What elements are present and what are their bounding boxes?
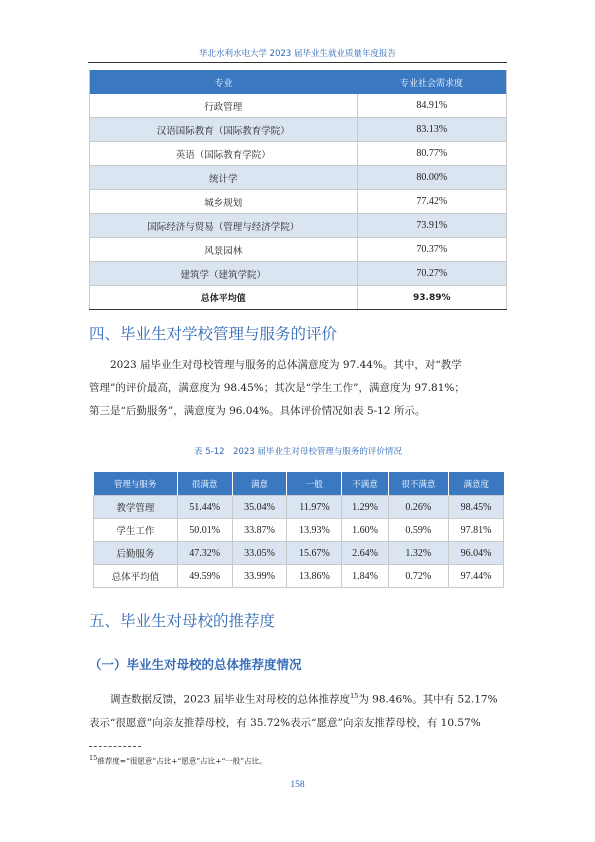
footnote-text: 推荐度=“很愿意”占比+“愿意”占比+“一般”占比。 <box>97 756 267 766</box>
subsection-heading: （一）毕业生对母校的总体推荐度情况 <box>89 657 302 672</box>
demand-cell: 84.91% <box>357 94 507 118</box>
column-header: 一般 <box>287 472 342 496</box>
table-row <box>90 94 507 118</box>
demand-cell: 73.91% <box>357 214 507 238</box>
table-row <box>94 496 504 519</box>
table-cell: 33.05% <box>232 542 287 565</box>
table-cell: 1.84% <box>342 565 388 588</box>
table-row <box>94 519 504 542</box>
table-row <box>90 214 507 238</box>
table-row <box>90 238 507 262</box>
column-header-demand: 专业社会需求度 <box>357 70 507 94</box>
demand-cell: 83.13% <box>357 118 507 142</box>
table-row <box>90 142 507 166</box>
page-header: 华北水利水电大学 2023 届毕业生就业质量年度报告 <box>198 49 397 59</box>
section-4-paragraph <box>89 354 507 423</box>
service-evaluation-table <box>93 472 504 588</box>
table-row <box>90 190 507 214</box>
paragraph-line: 管理”的评价最高，满意度为 98.45%；其次是“学生工作”，满意度为 97.81%； <box>89 382 465 394</box>
demand-cell: 80.00% <box>357 166 507 190</box>
table-cell: 33.87% <box>232 519 287 542</box>
demand-cell: 80.77% <box>357 142 507 166</box>
table-caption: 表 5-12 2023 届毕业生对母校管理与服务的评价情况 <box>194 447 402 457</box>
column-header: 很满意 <box>177 472 232 496</box>
table-cell: 49.59% <box>177 565 232 588</box>
table-cell: 13.93% <box>287 519 342 542</box>
table-header-row <box>90 70 507 94</box>
demand-cell: 70.37% <box>357 238 507 262</box>
column-header: 很不满意 <box>388 472 448 496</box>
table-cell: 0.59% <box>388 519 448 542</box>
column-header: 满意 <box>232 472 287 496</box>
table-row <box>94 565 504 588</box>
row-label-cell: 总体平均值 <box>94 565 178 588</box>
paragraph-text: 为 98.46%。其中有 52.17% <box>358 693 498 706</box>
paragraph-line <box>89 685 507 712</box>
row-label-cell: 学生工作 <box>94 519 178 542</box>
table-cell: 98.45% <box>449 496 504 519</box>
table-row <box>90 166 507 190</box>
table-cell: 50.01% <box>177 519 232 542</box>
table-cell: 33.99% <box>232 565 287 588</box>
section-5-heading: 五、毕业生对母校的推荐度 <box>89 612 276 630</box>
table-cell: 35.04% <box>232 496 287 519</box>
major-cell: 国际经济与贸易（管理与经济学院） <box>90 214 358 238</box>
table-cell: 51.44% <box>177 496 232 519</box>
column-header-major: 专业 <box>90 70 358 94</box>
paragraph-text: 调查数据反馈，2023 届毕业生对母校的总体推荐度 <box>110 693 351 706</box>
header-rule <box>88 62 507 63</box>
major-cell: 统计学 <box>90 166 358 190</box>
column-header: 满意度 <box>449 472 504 496</box>
section-5-paragraph <box>89 685 507 735</box>
total-row <box>90 286 507 310</box>
major-cell: 建筑学（建筑学院） <box>90 262 358 286</box>
table-cell: 13.86% <box>287 565 342 588</box>
table-cell: 1.29% <box>342 496 388 519</box>
row-label-cell: 教学管理 <box>94 496 178 519</box>
total-label: 总体平均值 <box>90 286 358 310</box>
table-header-row <box>94 472 504 496</box>
major-cell: 城乡规划 <box>90 190 358 214</box>
major-cell: 风景园林 <box>90 238 358 262</box>
table-cell: 96.04% <box>449 542 504 565</box>
table-cell: 0.72% <box>388 565 448 588</box>
footnote <box>89 754 267 767</box>
paragraph-line: 表示“很愿意”向亲友推荐母校，有 35.72%表示“愿意”向亲友推荐母校，有 10.57% <box>89 716 481 729</box>
major-cell: 英语（国际教育学院） <box>90 142 358 166</box>
demand-cell: 70.27% <box>357 262 507 286</box>
table-cell: 0.26% <box>388 496 448 519</box>
table-cell: 1.60% <box>342 519 388 542</box>
table-cell: 15.67% <box>287 542 342 565</box>
row-label-cell: 后勤服务 <box>94 542 178 565</box>
paragraph-line: 第三是“后勤服务”，满意度为 96.04%。具体评价情况如表 5-12 所示。 <box>89 405 426 417</box>
demand-cell: 77.42% <box>357 190 507 214</box>
section-4-heading: 四、毕业生对学校管理与服务的评价 <box>89 325 338 343</box>
table-row <box>90 262 507 286</box>
table-cell: 2.64% <box>342 542 388 565</box>
table-cell: 97.44% <box>449 565 504 588</box>
footnote-separator <box>89 746 141 747</box>
page-number: 158 <box>290 780 305 790</box>
table-cell: 47.32% <box>177 542 232 565</box>
major-cell: 汉语国际教育（国际教育学院） <box>90 118 358 142</box>
table-cell: 1.32% <box>388 542 448 565</box>
footnote-reference[interactable]: 15 <box>350 692 359 700</box>
paragraph-line: 2023 届毕业生对母校管理与服务的总体满意度为 97.44%。其中，对“教学 <box>110 359 462 371</box>
major-cell: 行政管理 <box>90 94 358 118</box>
table-cell: 97.81% <box>449 519 504 542</box>
footnote-marker: 15 <box>89 754 98 762</box>
major-demand-table <box>89 70 507 310</box>
column-header: 不满意 <box>342 472 388 496</box>
column-header: 管理与服务 <box>94 472 178 496</box>
table-cell: 11.97% <box>287 496 342 519</box>
table-row <box>90 118 507 142</box>
total-value: 93.89% <box>357 286 507 310</box>
table-row <box>94 542 504 565</box>
